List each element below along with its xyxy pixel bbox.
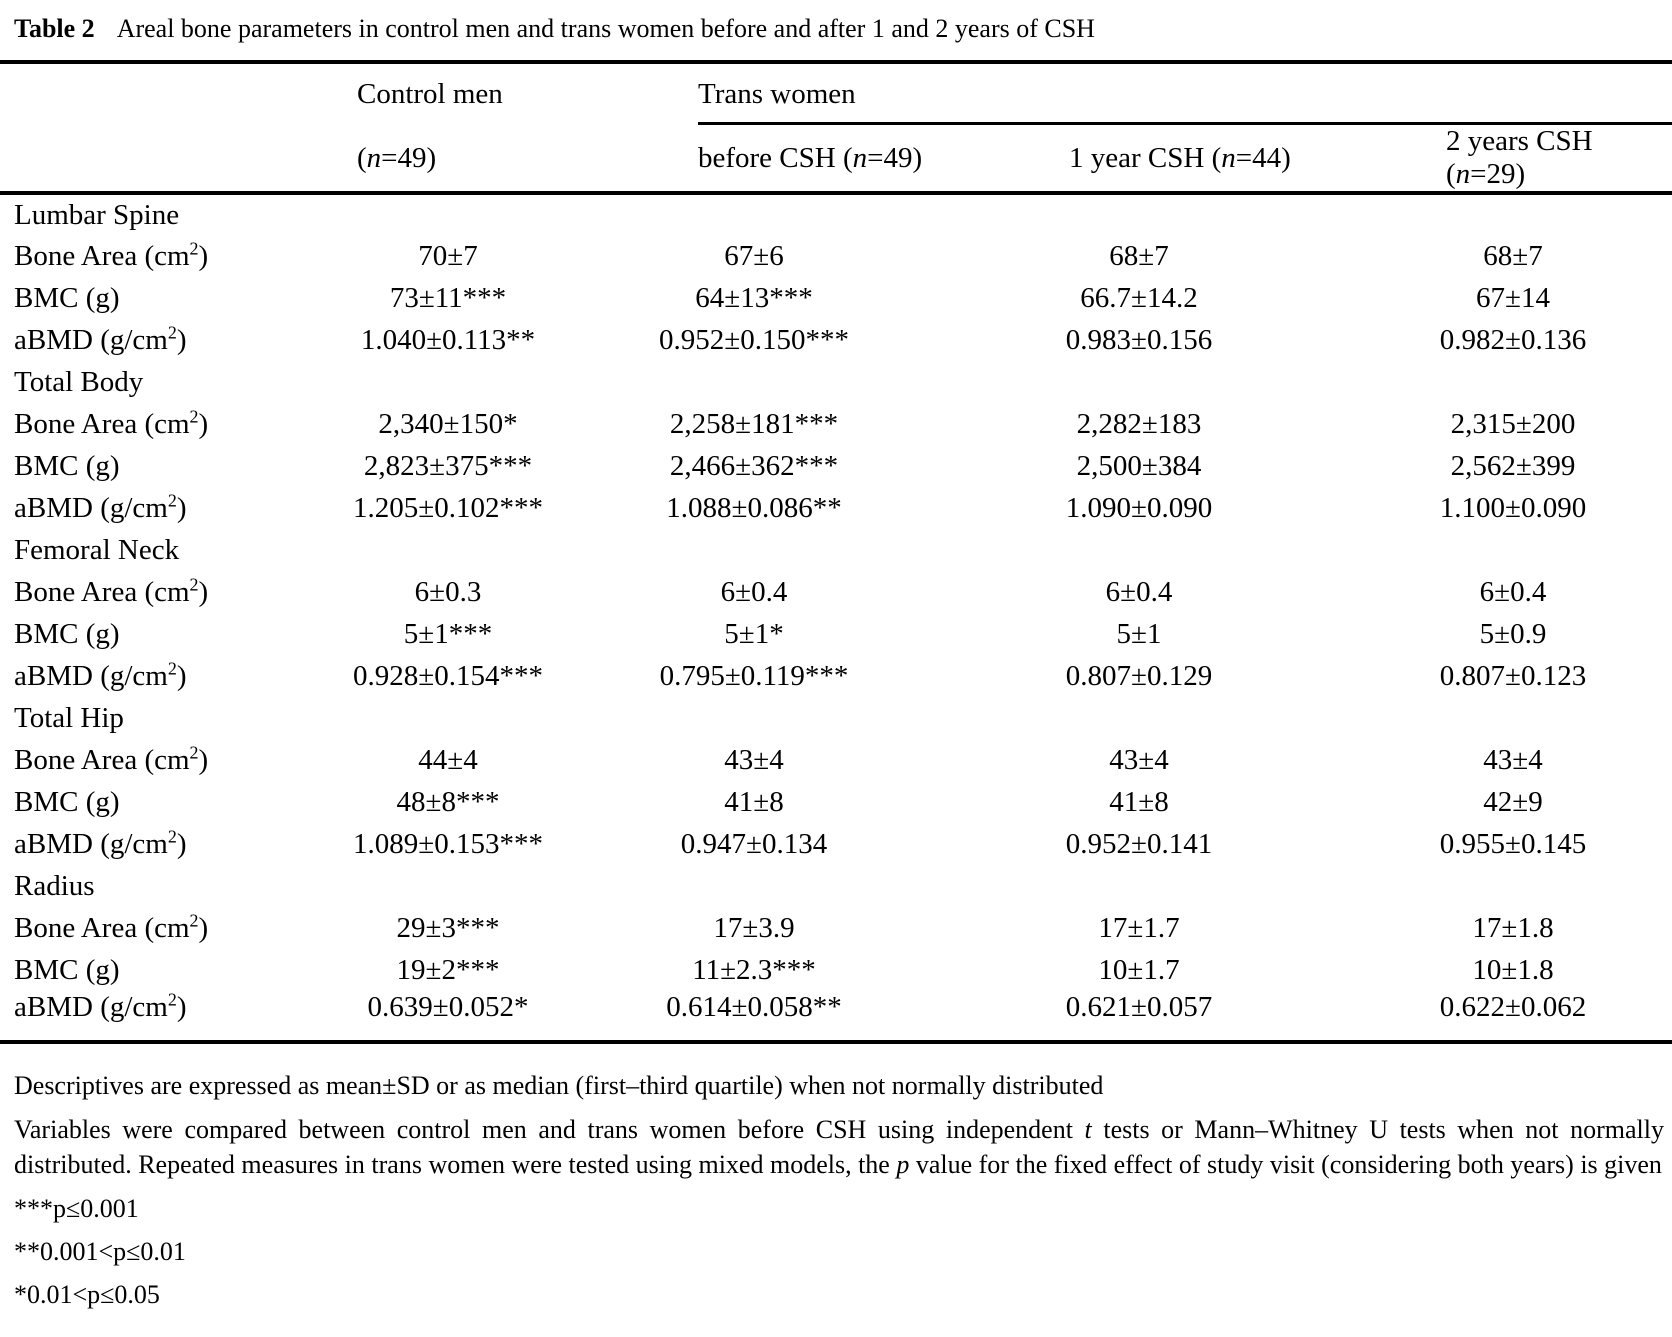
control-men-label: Control men (357, 78, 503, 110)
row-label: Bone Area $(cm^2)$ (14, 237, 209, 272)
cell-value: 1.100±0.090 (1439, 491, 1587, 524)
significance-footnote: ***p≤0.001 (14, 1194, 139, 1223)
cell-value: 66.7±14.2 (1080, 281, 1198, 314)
col-header-2-years-csh: 2 years CSH (n=29) (1334, 125, 1672, 193)
section-label: Total Hip (14, 701, 124, 734)
cell-value: 0.982±0.136 (1439, 323, 1587, 356)
footnote: Descriptives are expressed as mean±SD or as median (first–third quartile) when not normally distributed (14, 1071, 1104, 1100)
cell-value: 2,258±181*** (669, 407, 839, 440)
cell-value: 43±4 (1483, 743, 1543, 776)
footnote: Variables were compared between control men and trans women before CSH using independent t tests or Mann–Whitney U tests when not normally distributed. Repeated measures in trans women were tested using mixed models, the p value for the fixed effect of study visit (considering both years) is given (14, 1115, 1664, 1179)
trans-women-spanner-rule (698, 122, 1672, 125)
cell-value: 43±4 (724, 743, 784, 776)
row-label: Bone Area $(cm^2)$ (14, 573, 209, 608)
cell-value: 1.090±0.090 (1065, 491, 1213, 524)
cell-value: 2,340±150* (378, 407, 518, 440)
cell-value: 0.639±0.052* (367, 991, 529, 1023)
cell-value: 6±0.4 (720, 575, 788, 608)
section-label: Total Body (14, 365, 144, 398)
cell-value: 68±7 (1109, 239, 1169, 272)
table-body (0, 193, 1672, 1042)
row-label: aBMD $(g/cm^2)$ (14, 825, 187, 860)
footnotes (0, 1068, 1672, 1312)
section-label: Radius (14, 869, 95, 902)
row-label: BMC (g) (14, 617, 120, 650)
row-label: aBMD $(g/cm^2)$ (14, 657, 187, 692)
cell-value: 2,500±384 (1076, 449, 1202, 482)
cell-value: 29±3*** (396, 911, 500, 944)
cell-value: 67±14 (1476, 281, 1550, 314)
col-header-control-n: (n=49) (332, 125, 644, 193)
cell-value: 10±1.8 (1472, 953, 1554, 986)
cell-value: 17±1.8 (1472, 911, 1554, 944)
section-row (0, 361, 1672, 403)
cell-value: 0.947±0.134 (680, 827, 828, 860)
col-header-before-csh: before CSH (n=49) (644, 125, 1004, 193)
table-caption (0, 14, 1672, 44)
table-row (0, 781, 1672, 823)
table-row (0, 235, 1672, 277)
table-row (0, 445, 1672, 487)
section-label: Lumbar Spine (14, 198, 180, 231)
cell-value: 5±1*** (403, 617, 493, 650)
section-row (0, 193, 1672, 235)
cell-value: 0.983±0.156 (1065, 323, 1213, 356)
group-header-row (0, 62, 1672, 125)
table-row (0, 907, 1672, 949)
section-row (0, 865, 1672, 907)
cell-value: 6±0.4 (1479, 575, 1547, 608)
cell-value: 0.614±0.058** (666, 991, 842, 1023)
table-number: Table 2 (14, 14, 95, 43)
table-row (0, 319, 1672, 361)
cell-value: 0.955±0.145 (1439, 827, 1587, 860)
subheader-row (0, 125, 1672, 193)
row-label: aBMD $(g/cm^2)$ (14, 489, 187, 524)
cell-value: 41±8 (1109, 785, 1169, 818)
table-row (0, 739, 1672, 781)
row-label: Bone Area $(cm^2)$ (14, 741, 209, 776)
row-label: Bone Area $(cm^2)$ (14, 405, 209, 440)
section-row (0, 529, 1672, 571)
cell-value: 5±1 (1116, 617, 1162, 650)
col-header-1-year-csh: 1 year CSH (n=44) (1004, 125, 1334, 193)
cell-value: 6±0.3 (414, 575, 482, 608)
cell-value: 73±11*** (389, 281, 507, 314)
cell-value: 17±1.7 (1098, 911, 1180, 944)
col-group-control-men (332, 62, 644, 125)
cell-value: 48±8*** (396, 785, 500, 818)
trans-women-label: Trans women (698, 78, 856, 110)
significance-footnote: *0.01<p≤0.05 (14, 1280, 160, 1309)
cell-value: 0.807±0.123 (1439, 659, 1587, 692)
cell-value: 0.621±0.057 (1065, 991, 1213, 1023)
cell-value: 17±3.9 (713, 911, 795, 944)
cell-value: 67±6 (724, 239, 784, 272)
cell-value: 19±2*** (396, 953, 500, 986)
row-label: BMC (g) (14, 449, 120, 482)
cell-value: 1.040±0.113** (360, 323, 536, 356)
cell-value: 70±7 (418, 239, 478, 272)
table-row (0, 823, 1672, 865)
bone-parameters-table (0, 60, 1672, 1044)
row-label: Bone Area $(cm^2)$ (14, 909, 209, 944)
row-label: aBMD $(g/cm^2)$ (14, 989, 187, 1023)
row-label: BMC (g) (14, 281, 120, 314)
cell-value: 1.089±0.153*** (353, 827, 543, 860)
cell-value: 2,282±183 (1076, 407, 1202, 440)
section-label: Femoral Neck (14, 533, 180, 566)
cell-value: 6±0.4 (1105, 575, 1173, 608)
cell-value: 68±7 (1483, 239, 1543, 272)
cell-value: 2,562±399 (1450, 449, 1576, 482)
cell-value: 42±9 (1483, 785, 1543, 818)
table-row (0, 613, 1672, 655)
cell-value: 1.088±0.086** (666, 491, 842, 524)
table-row (0, 403, 1672, 445)
row-label: BMC (g) (14, 785, 120, 818)
table-caption-text: Areal bone parameters in control men and trans women before and after 1 and 2 years of CSH (116, 14, 1095, 43)
table-row (0, 949, 1672, 991)
table-header (0, 62, 1672, 193)
empty-header-cell (0, 62, 332, 125)
row-label: BMC (g) (14, 953, 120, 986)
cell-value: 44±4 (418, 743, 478, 776)
section-row (0, 697, 1672, 739)
table-row (0, 571, 1672, 613)
cell-value: 11±2.3*** (692, 953, 816, 986)
cell-value: 5±0.9 (1479, 617, 1547, 650)
cell-value: 5±1* (724, 617, 784, 650)
table-row (0, 487, 1672, 529)
row-label: aBMD $(g/cm^2)$ (14, 321, 187, 356)
cell-value: 2,466±362*** (669, 449, 839, 482)
cell-value: 0.622±0.062 (1439, 991, 1587, 1023)
cell-value: 0.928±0.154*** (353, 659, 543, 692)
cell-value: 2,315±200 (1450, 407, 1576, 440)
cell-value: 0.952±0.141 (1065, 827, 1213, 860)
cell-value: 41±8 (724, 785, 784, 818)
cell-value: 0.795±0.119*** (659, 659, 849, 692)
cell-value: 10±1.7 (1098, 953, 1180, 986)
table-row (0, 277, 1672, 319)
cell-value: 2,823±375*** (363, 449, 533, 482)
cell-value: 64±13*** (695, 281, 813, 314)
table-row (0, 991, 1672, 1042)
cell-value: 0.952±0.150*** (659, 323, 849, 356)
col-group-trans-women (644, 62, 1672, 125)
cell-value: 43±4 (1109, 743, 1169, 776)
table-row (0, 655, 1672, 697)
significance-footnote: **0.001<p≤0.01 (14, 1237, 186, 1266)
cell-value: 0.807±0.129 (1065, 659, 1213, 692)
cell-value: 1.205±0.102*** (353, 491, 543, 524)
empty-header-cell (0, 125, 332, 193)
